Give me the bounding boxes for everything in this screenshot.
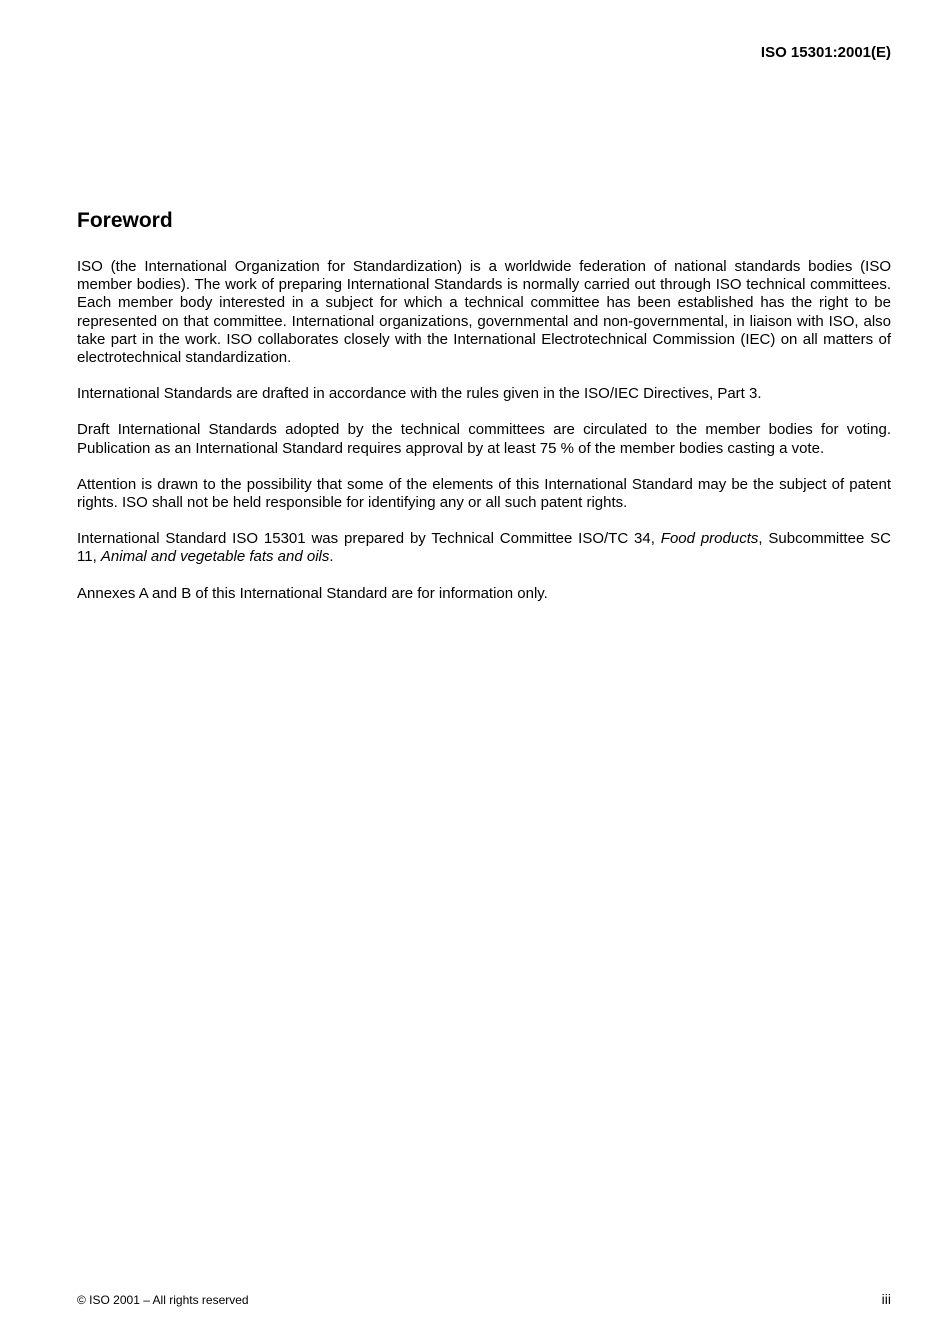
foreword-body bbox=[77, 258, 891, 621]
copyright-notice: © ISO 2001 – All rights reserved bbox=[77, 1293, 249, 1307]
prepared-by-text: International Standard ISO 15301 was prepared by Technical Committee ISO/TC 34, bbox=[77, 530, 661, 548]
page-number: iii bbox=[881, 1291, 891, 1307]
paragraph-draft-voting: Draft International Standards adopted by the technical committees are circulated to the member bodies for voting. Publication as an International Standard requires approval by at least 75 % of the member bodies casting a vote. bbox=[77, 421, 891, 457]
prepared-by-end: . bbox=[329, 548, 334, 566]
prepared-by-subcommittee-text: , Subcommittee SC 11, bbox=[77, 530, 891, 566]
paragraph-iso-intro: ISO (the International Organization for Standardization) is a worldwide federation of national standards bodies (ISO member bodies). The work of preparing International Standards is normally carried out through ISO technical committees. Each member body interested in a subject for which a technical committee has been established has the right to be represented on that committee. International organizations, governmental and non-governmental, in liaison with ISO, also take part in the work. ISO collaborates closely with the International Electrotechnical Commission (IEC) on all matters of electrotechnical standardization. bbox=[77, 258, 891, 367]
paragraph-prepared-by bbox=[77, 530, 891, 566]
document-id: ISO 15301:2001(E) bbox=[760, 44, 891, 61]
page-title: Foreword bbox=[77, 209, 173, 232]
paragraph-patent-rights: Attention is drawn to the possibility that some of the elements of this International Standard may be the subject of patent rights. ISO shall not be held responsible for identifying any or all such patent rights. bbox=[77, 475, 891, 512]
paragraph-directives: International Standards are drafted in accordance with the rules given in the ISO/IEC Directives, Part 3. bbox=[77, 385, 762, 403]
paragraph-annexes: Annexes A and B of this International Standard are for information only. bbox=[77, 584, 548, 602]
subcommittee-name: Animal and vegetable fats and oils bbox=[100, 548, 330, 566]
committee-name: Food products bbox=[660, 530, 759, 548]
